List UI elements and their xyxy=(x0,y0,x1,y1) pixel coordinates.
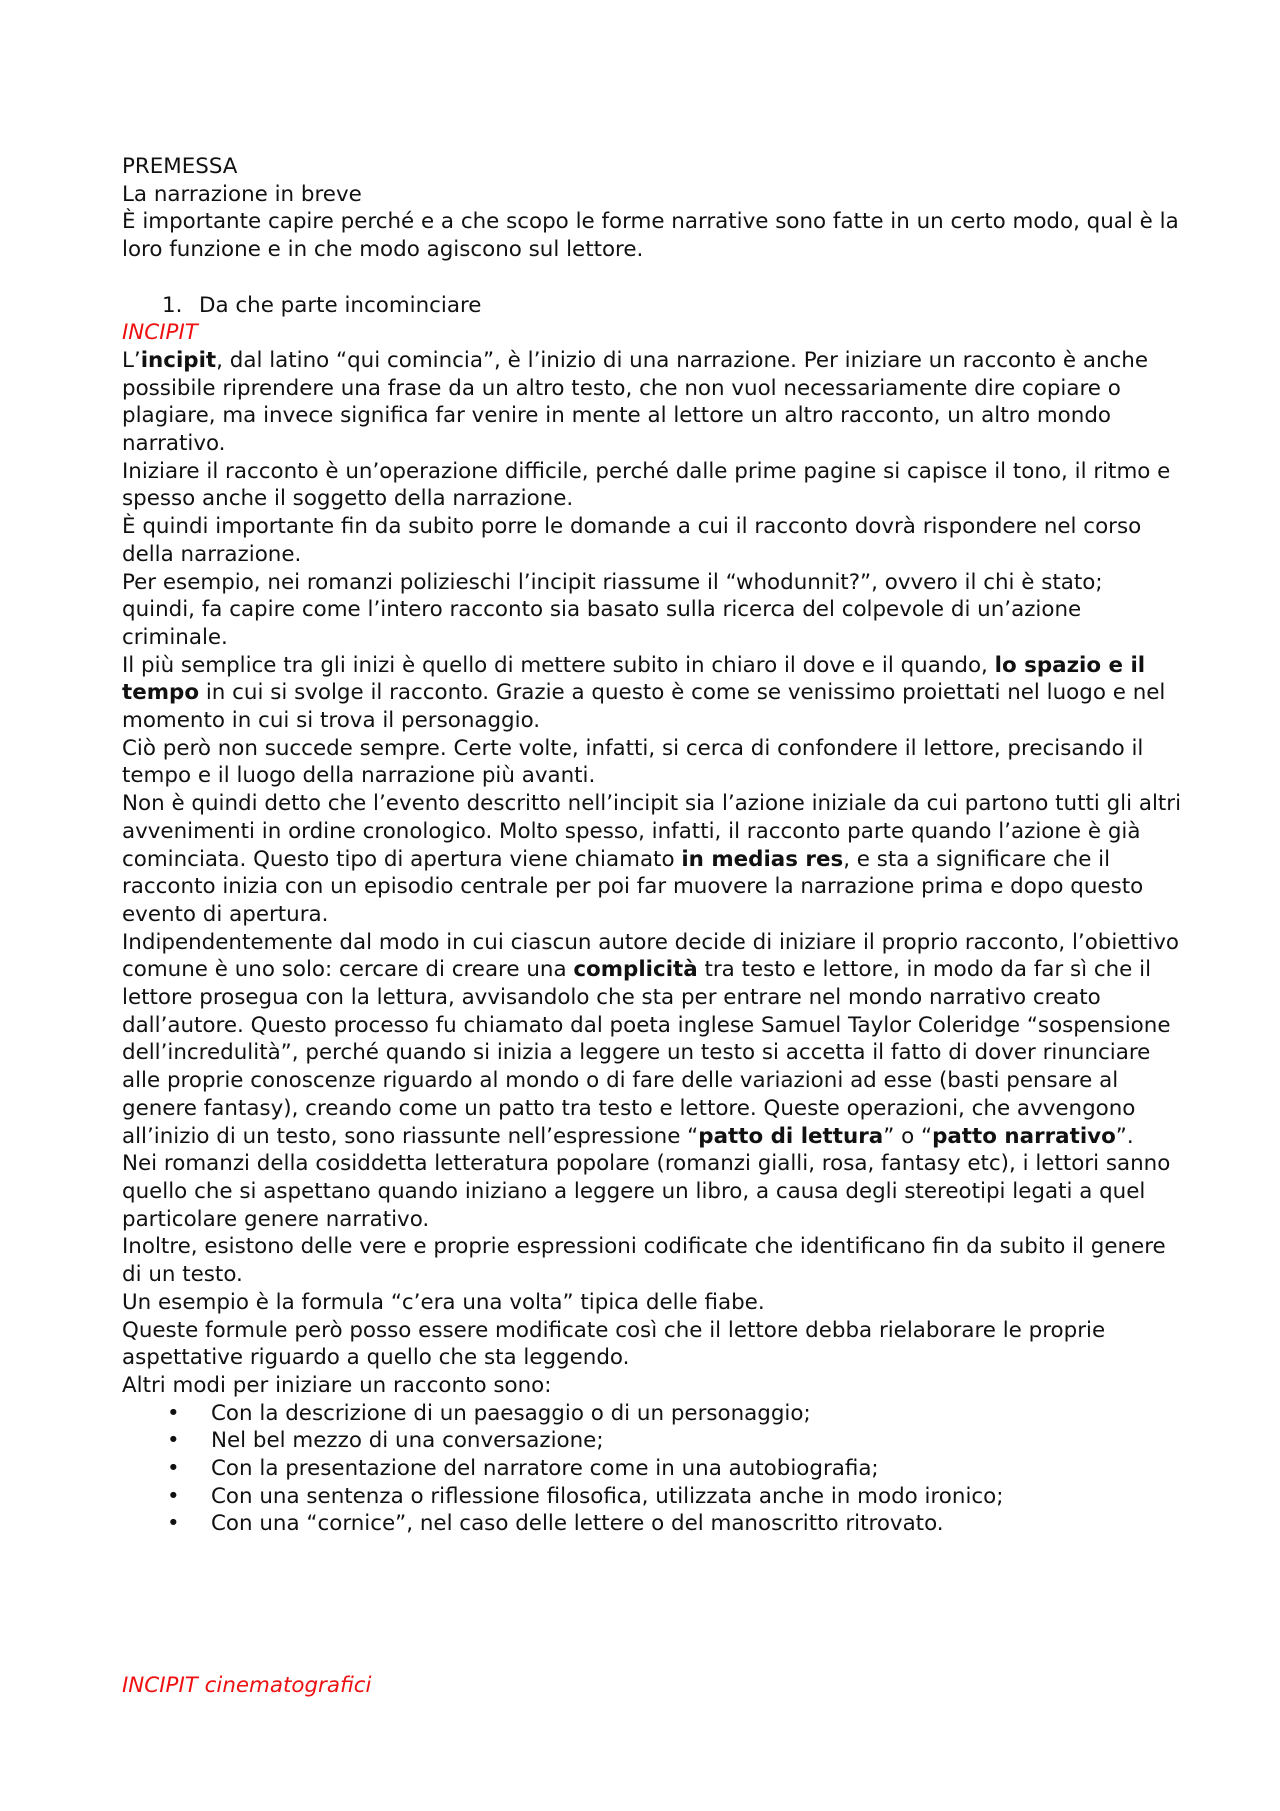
list-item xyxy=(122,1483,1182,1511)
paragraph: Nei romanzi della cosiddetta letteratura popolare (romanzi gialli, rosa, fantasy etc), i lettori sanno quello che si aspettano quando iniziano a leggere un libro, a causa degli stereotipi legati a quel particolare genere narrativo. xyxy=(122,1151,1171,1232)
text-run: L’ xyxy=(122,347,141,373)
premessa-heading: PREMESSA xyxy=(122,154,238,179)
bullet-list xyxy=(122,1400,1182,1539)
paragraph: Ciò però non succede sempre. Certe volte, infatti, si cerca di confondere il lettore, precisando il tempo e il luogo della narrazione più avanti. xyxy=(122,735,1144,789)
paragraph-spazio-tempo xyxy=(122,652,1182,735)
list-item xyxy=(122,1455,1182,1483)
blank-line xyxy=(122,264,1182,292)
text-run: Indipendentemente dal modo in cui ciascun autore decide di iniziare il proprio racconto, l’obiettivo comune è uno solo: cercare di creare una xyxy=(122,929,1179,983)
text-run: Il più semplice tra gli inizi è quello di mettere subito in chiaro il dove e il quando, xyxy=(122,652,995,678)
bullet-icon: • xyxy=(167,1483,180,1509)
list-number: 1. xyxy=(162,292,183,318)
list-item xyxy=(122,1510,1182,1538)
list-item-text: Nel bel mezzo di una conversazione; xyxy=(211,1428,604,1454)
bullet-icon: • xyxy=(167,1400,180,1426)
paragraph: È quindi importante fin da subito porre le domande a cui il racconto dovrà rispondere nel corso della narrazione. xyxy=(122,514,1142,567)
bold-term: patto narrativo xyxy=(932,1123,1116,1149)
paragraph: Per esempio, nei romanzi polizieschi l’incipit riassume il “whodunnit?”, ovvero il chi è stato; quindi, fa capire come l’intero racconto sia basato sulla ricerca del colpevole di un’azione criminale. xyxy=(122,569,1103,650)
numbered-list-item xyxy=(122,292,1182,320)
section-heading-incipit-cinematografici: INCIPIT cinematografici xyxy=(122,1673,372,1699)
paragraph: Altri modi per iniziare un racconto sono: xyxy=(122,1372,552,1398)
paragraph-in-medias-res xyxy=(122,790,1182,929)
bullet-icon: • xyxy=(167,1511,180,1537)
list-item-text: Con la descrizione di un paesaggio o di un personaggio; xyxy=(211,1400,811,1426)
paragraph: Un esempio è la formula “c’era una volta” tipica delle fiabe. xyxy=(122,1289,765,1315)
list-item-text: Con la presentazione del narratore come in una autobiografia; xyxy=(211,1456,879,1482)
paragraph: Iniziare il racconto è un’operazione difficile, perché dalle prime pagine si capisce il tono, il ritmo e spesso anche il soggetto della narrazione. xyxy=(122,458,1171,512)
text-run: Non è quindi detto che l’evento descritto nell’incipit sia l’azione iniziale da cui partono tutti gli altri avvenimenti in ordine cronologico. Molto spesso, infatti, il racconto parte quando l’azione è già cominciata. Questo tipo di apertura viene chiamato xyxy=(122,791,1182,872)
list-item-text: Da che parte incominciare xyxy=(199,292,482,318)
bold-term: in medias res xyxy=(681,846,844,872)
paragraph-complicita xyxy=(122,929,1182,1151)
bold-term: incipit xyxy=(140,347,217,373)
document-body xyxy=(122,153,1182,1538)
bullet-icon: • xyxy=(167,1456,180,1482)
text-run: ” o “ xyxy=(883,1123,933,1149)
text-run: , dal latino “qui comincia”, è l’inizio di una narrazione. Per iniziare un racconto è anche possibile riprendere una frase da un altro testo, che non vuol necessariamente dire copiare o plagiare, ma invece significa far venire in mente al lettore un altro racconto, un altro mondo narrativo. xyxy=(122,347,1149,457)
bold-term: patto di lettura xyxy=(698,1123,884,1149)
intro-paragraph: È importante capire perché e a che scopo le forme narrative sono fatte in un certo modo, qual è la loro funzione e in che modo agiscono sul lettore. xyxy=(122,209,1179,263)
paragraph: Inoltre, esistono delle vere e proprie espressioni codificate che identificano fin da subito il genere di un testo. xyxy=(122,1234,1166,1288)
bold-term: lo spazio e il tempo xyxy=(122,652,1146,706)
list-item xyxy=(122,1400,1182,1428)
list-item-text: Con una sentenza o riflessione filosofica, utilizzata anche in modo ironico; xyxy=(211,1483,1004,1509)
text-run: in cui si svolge il racconto. Grazie a questo è come se venissimo proiettati nel luogo e nel momento in cui si trova il personaggio. xyxy=(122,680,1166,734)
list-item xyxy=(122,1427,1182,1455)
paragraph-incipit-definition xyxy=(122,347,1182,458)
bullet-icon: • xyxy=(167,1428,180,1454)
subtitle: La narrazione in breve xyxy=(122,181,362,207)
list-item-text: Con una “cornice”, nel caso delle lettere o del manoscritto ritrovato. xyxy=(211,1511,944,1537)
text-run: tra testo e lettore, in modo da far sì che il lettore prosegua con la lettura, avvisandolo che sta per entrare nel mondo narrativo creato dall’autore. Questo processo fu chiamato dal poeta inglese Samuel Taylor Coleridge “sospensione dell’incredulità”, perché quando si inizia a leggere un testo si accetta il fatto di dover rinunciare alle proprie conoscenze riguardo al mondo o di fare delle variazioni ad esse (basti pensare al genere fantasy), creando come un patto tra testo e lettore. Queste operazioni, che avvengono all’inizio di un testo, sono riassunte nell’espressione “ xyxy=(122,957,1171,1149)
bold-term: complicità xyxy=(573,957,698,983)
text-run: ”. xyxy=(1115,1123,1134,1149)
text-run: , e sta a significare che il racconto inizia con un episodio centrale per poi far muovere la narrazione prima e dopo questo evento di apertura. xyxy=(122,846,1144,927)
section-heading-incipit: INCIPIT xyxy=(122,320,198,346)
paragraph: Queste formule però posso essere modificate così che il lettore debba rielaborare le proprie aspettative riguardo a quello che sta leggendo. xyxy=(122,1317,1106,1371)
